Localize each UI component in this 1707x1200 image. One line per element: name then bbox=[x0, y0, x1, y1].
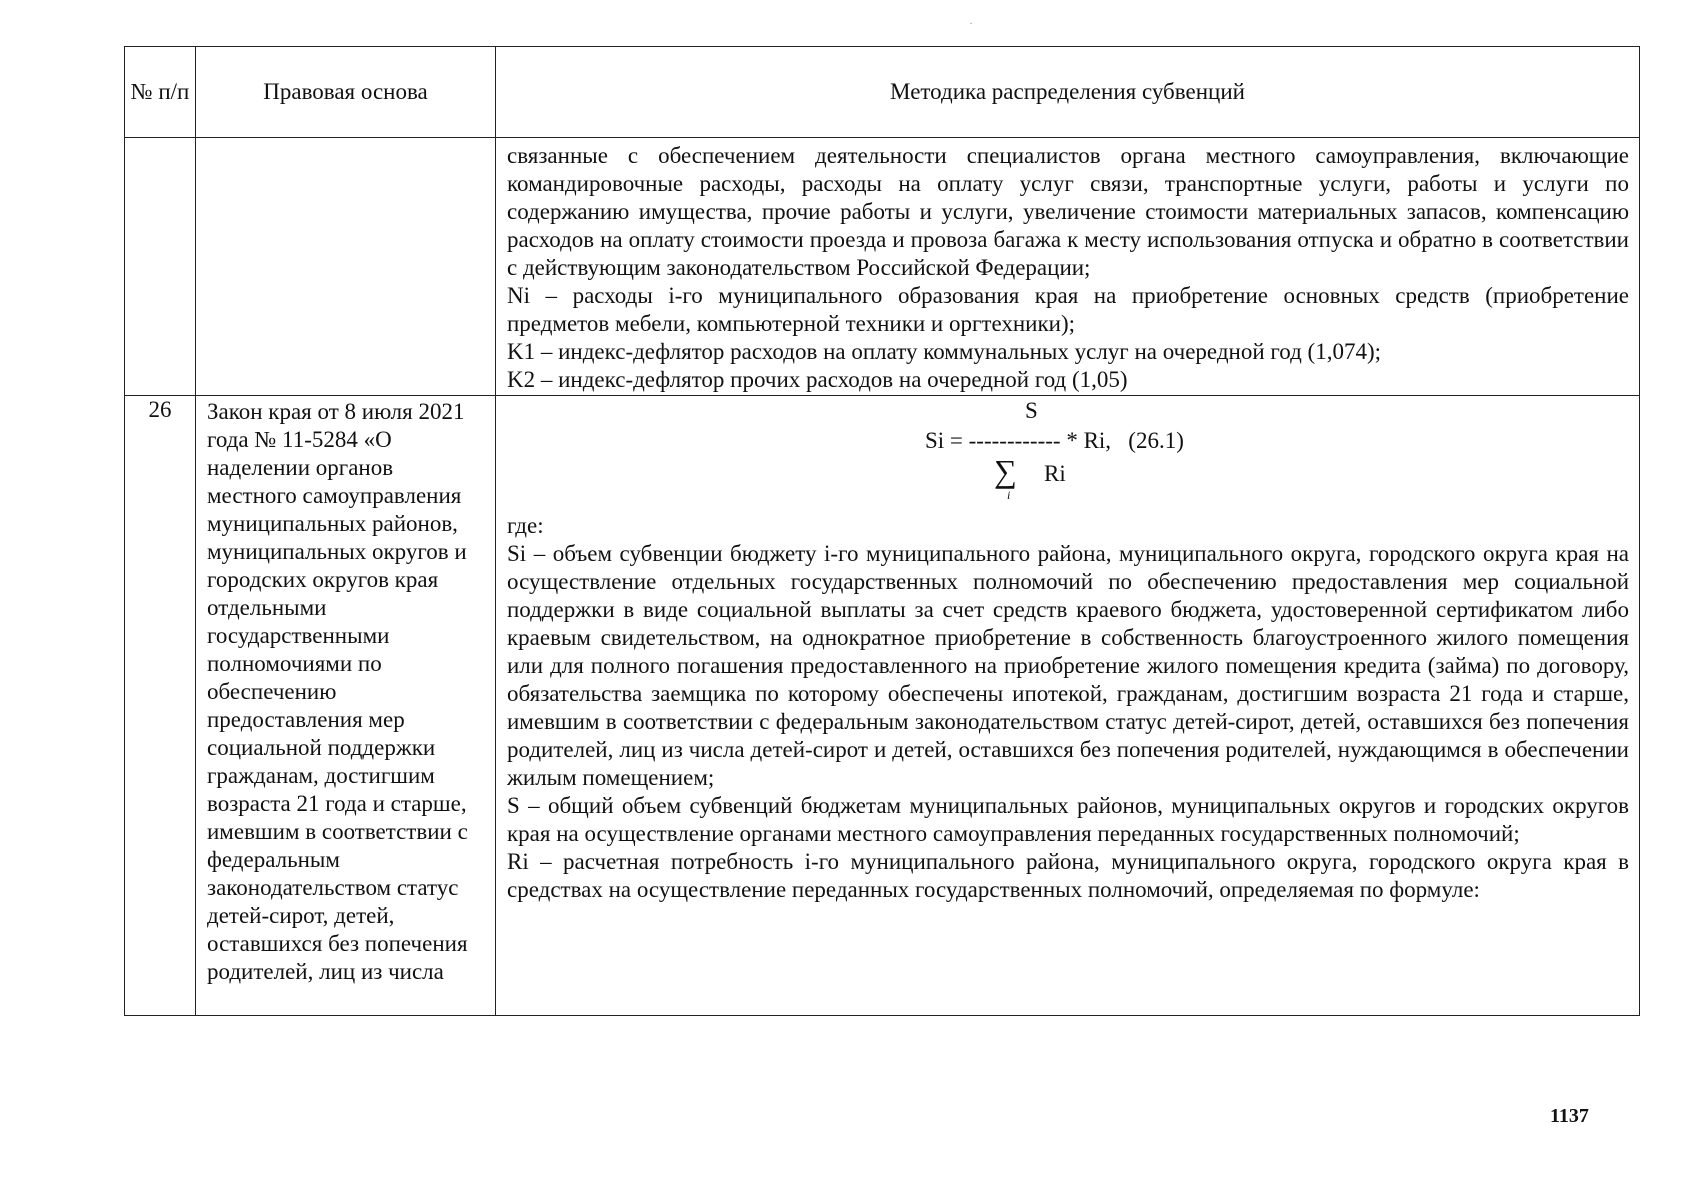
formula-denominator: Ri bbox=[1044, 461, 1066, 486]
cell-methodology bbox=[496, 396, 1640, 1016]
si-definition: Si – объем субвенции бюджету i-го муниципального района, муниципального округа, городского округа края на осуществление отдельных государственных полномочий по обеспечению предоставления мер социальной поддержки в виде социальной выплаты за счет средств краевого бюджета, удостоверенной сертификатом либо краевым свидетельством, на однократное приобретение в собственность благоустроенного жилого помещения или для полного погашения предоставленного на приобретение жилого помещения кредита (займа) по договору, обязательства заемщика по которому обеспечены ипотекой, гражданам, достигшим возраста 21 года и старше, имевшим в соответствии с федеральным законодательством статус детей-сирот, детей, оставшихся без попечения родителей, лиц из числа детей-сирот и детей, оставшихся без попечения родителей, нуждающимся в обеспечении жилым помещением; bbox=[507, 541, 1629, 790]
legal-basis-text: Закон края от 8 июля 2021 года № 11-5284 «О наделении органов местного самоуправления муниципальных районов, муниципальных округов и городских округов края отдельными государственными полномочиями по обеспечению предоставления мер социальной поддержки гражданам, достигшим возраста 21 года и старше, имевшим в соответствии с федеральным законодательством статус детей-сирот, детей, оставшихся без попечения родителей, лиц из числа bbox=[196, 396, 496, 1016]
row-number: 26 bbox=[125, 396, 196, 1016]
scan-speck: · bbox=[969, 16, 973, 30]
k1-definition: K1 – индекс-дефлятор расходов на оплату коммунальных услуг на очередной год (1,074); bbox=[507, 339, 1382, 364]
s-definition: S – общий объем субвенций бюджетам муниципальных районов, муниципальных округов и городских округов края на осуществление органами местного самоуправления переданных государственных полномочий; bbox=[507, 793, 1629, 846]
header-number: № п/п bbox=[125, 47, 196, 138]
header-methodology: Методика распределения субвенций bbox=[496, 47, 1640, 138]
ri-definition: Ri – расчетная потребность i-го муниципального района, муниципального округа, городского округа края в средствах на осуществление переданных государственных полномочий, определяемая по формуле: bbox=[507, 849, 1629, 902]
table-row bbox=[125, 396, 1640, 1016]
table-header-row bbox=[125, 47, 1640, 138]
k2-definition: K2 – индекс-дефлятор прочих расходов на очередной год (1,05) bbox=[507, 367, 1128, 392]
table-row bbox=[125, 138, 1640, 396]
cell-methodology-continued bbox=[496, 138, 1640, 396]
header-legal-basis: Правовая основа bbox=[196, 47, 496, 138]
subvention-table bbox=[124, 46, 1640, 1016]
formula-equation: Si = ------------ * Ri, (26.1) bbox=[925, 428, 1184, 453]
page-number: 1137 bbox=[1550, 1105, 1589, 1127]
formula-26-1 bbox=[507, 400, 1629, 512]
cell-basis-empty bbox=[196, 138, 496, 396]
where-label: где: bbox=[507, 513, 544, 538]
ni-definition: Ni – расходы i-го муниципального образования края на приобретение основных средств (приобретение предметов мебели, компьютерной техники и оргтехники); bbox=[507, 283, 1629, 336]
cell-number-empty bbox=[125, 138, 196, 396]
sum-index: i bbox=[1007, 488, 1011, 502]
sum-symbol: ∑ bbox=[994, 453, 1017, 489]
formula-numerator: S bbox=[1025, 398, 1038, 423]
continued-paragraph: связанные с обеспечением деятельности специалистов органа местного самоуправления, включающие командировочные расходы, расходы на оплату услуг связи, транспортные услуги, работы и услуги по содержанию имущества, прочие работы и услуги, увеличение стоимости материальных запасов, компенсацию расходов на оплату стоимости проезда и провоза багажа к месту использования отпуска и обратно в соответствии с действующим законодательством Российской Федерации; bbox=[507, 143, 1629, 280]
